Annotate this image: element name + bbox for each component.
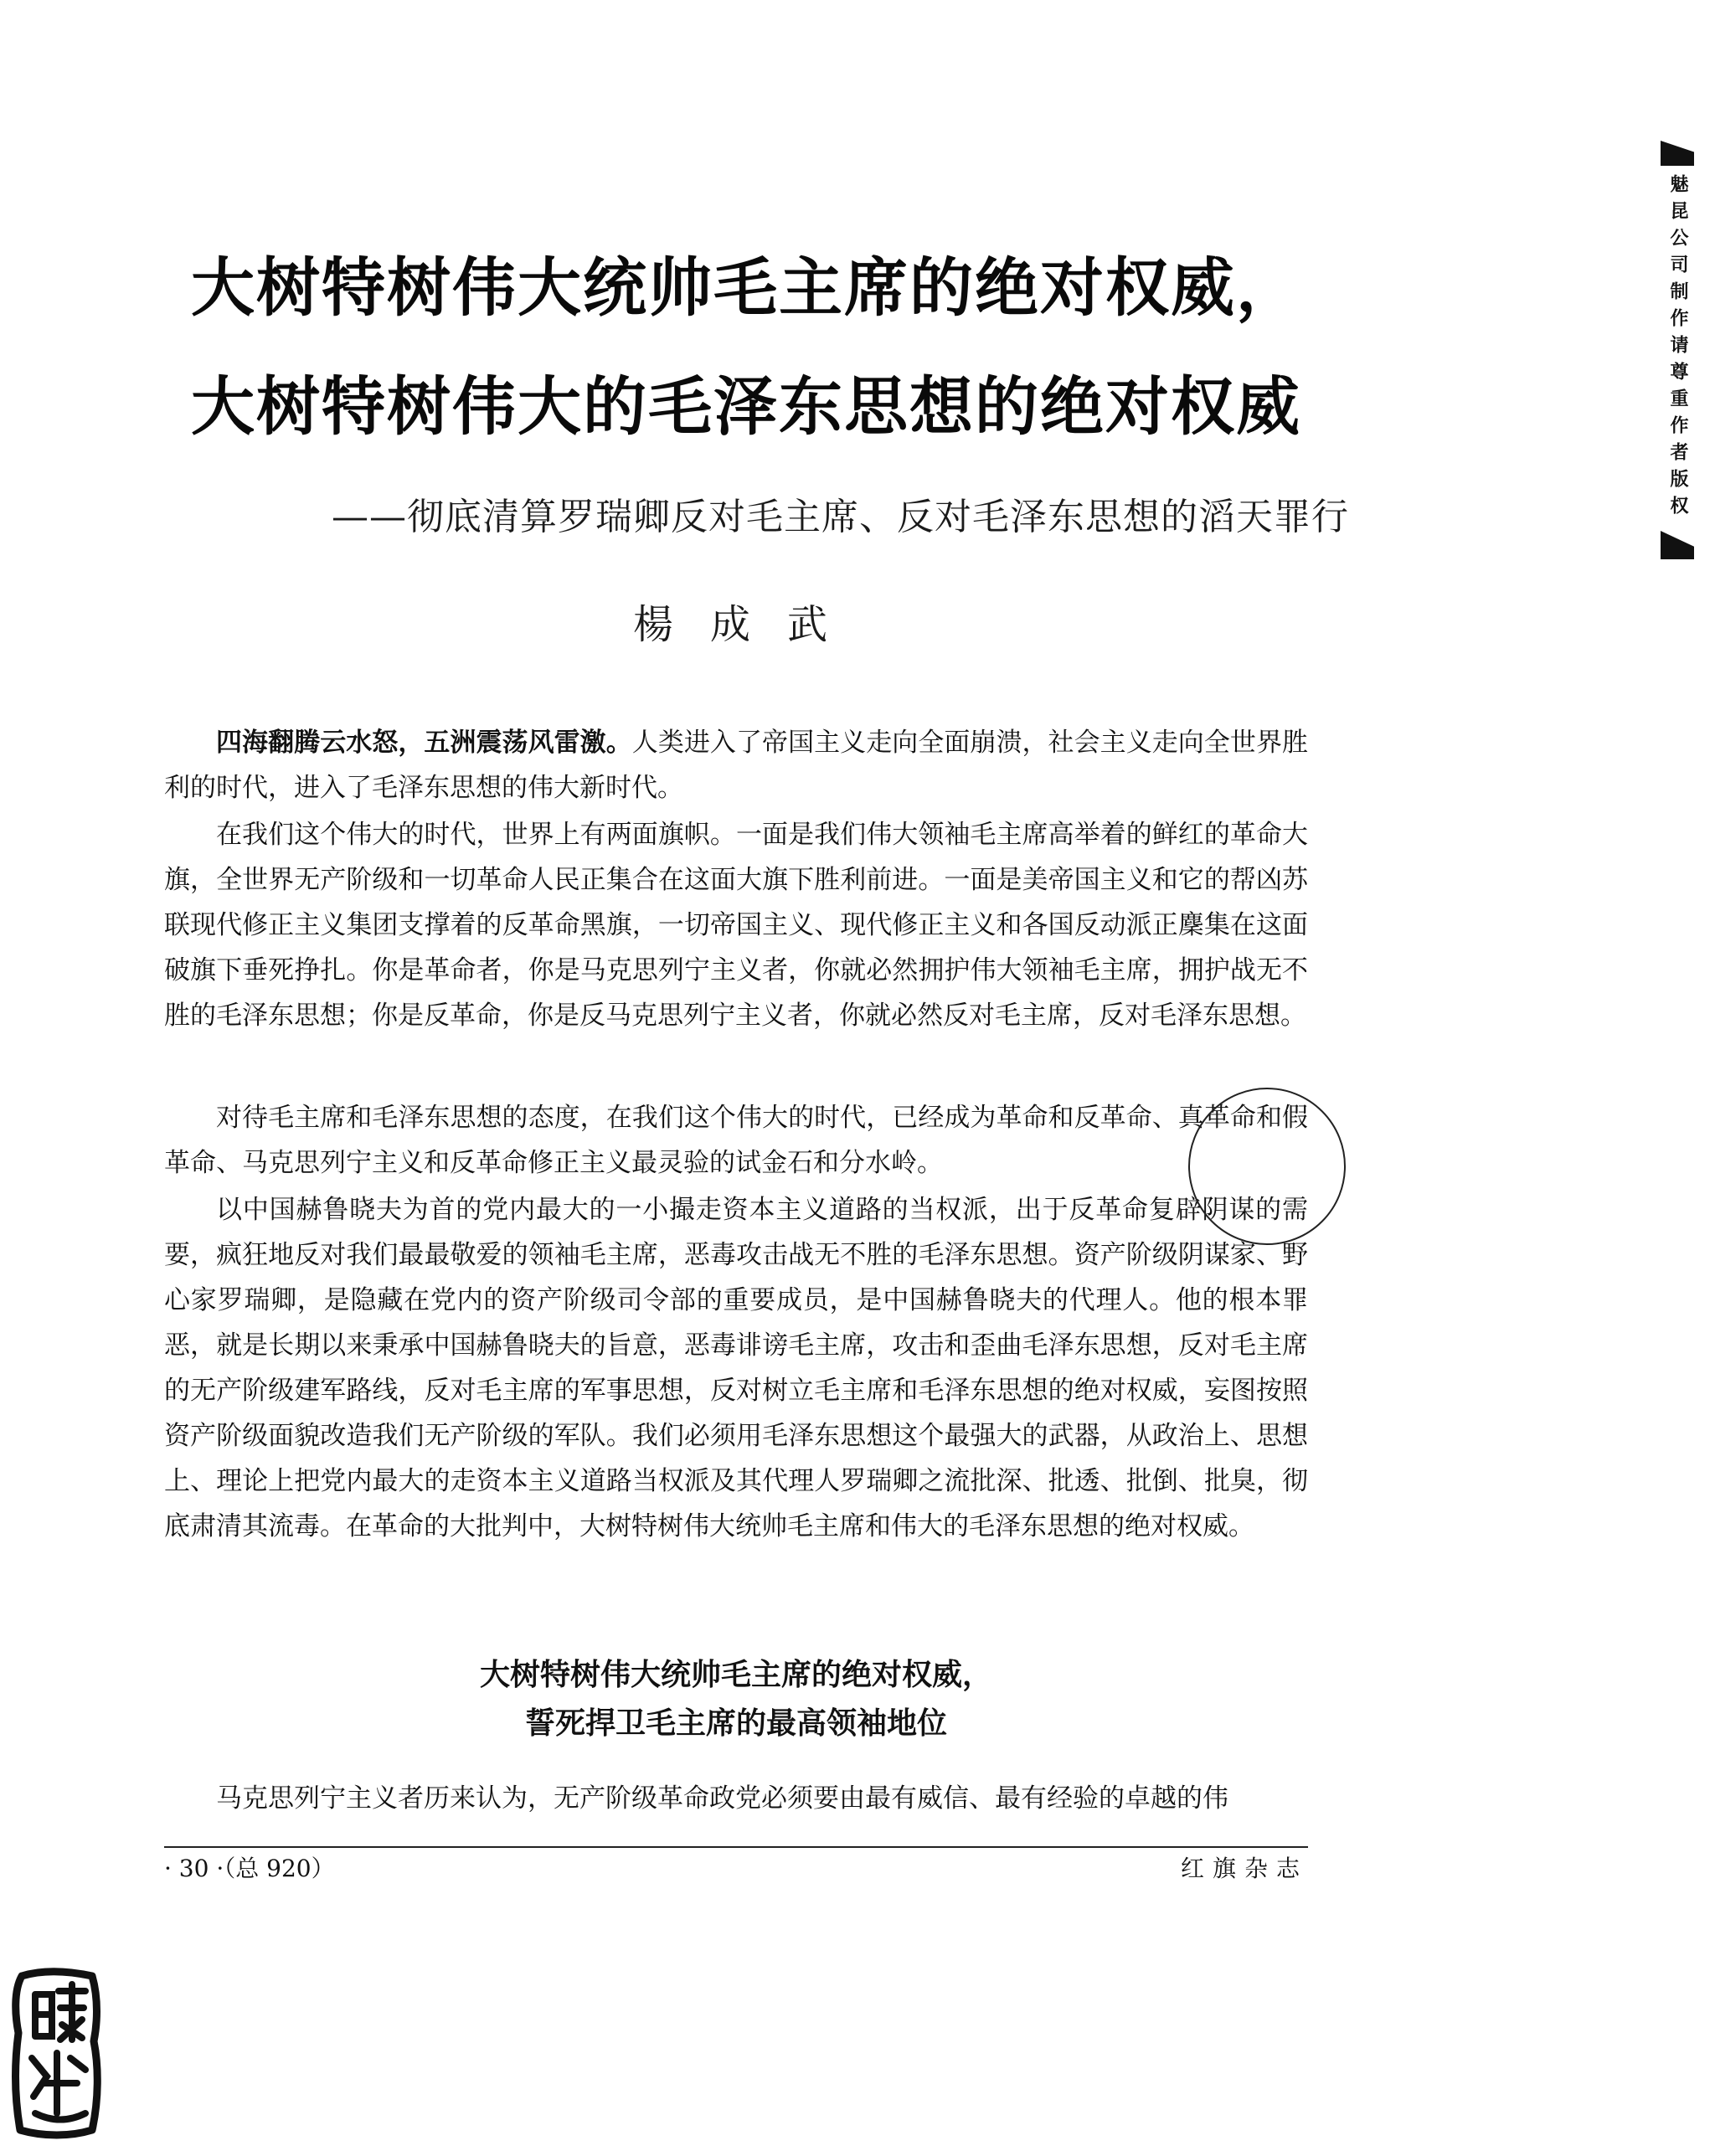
paragraph-text: 人类进入了帝国主义走向全面崩溃，社会主义走向全世界胜利的时代，进入了毛泽东思想的伟大新时代。 (164, 728, 1308, 803)
section-heading (164, 1651, 1308, 1748)
footer-divider (164, 1846, 1308, 1848)
article-subtitle: ——彻底清算罗瑞卿反对毛主席、反对毛泽东思想的滔天罪行 (332, 496, 1349, 538)
body-paragraph (164, 1776, 1308, 1821)
article-author: 楊成武 (633, 601, 865, 648)
paragraph-text: 在我们这个伟大的时代，世界上有两面旗帜。一面是我们伟大领袖毛主席高举着的鲜红的革命大旗，全世界无产阶级和一切革命人民正集合在这面大旗下胜利前进。一面是美帝国主义和它的帮凶苏联现代修正主义集团支撑着的反革命黑旗，一切帝国主义、现代修正主义和各国反动派正麇集在这面破旗下垂死挣扎。你是革命者，你是马克思列宁主义者，你就必然拥护伟大领袖毛主席，拥护战无不胜的毛泽东思想；你是反革命，你是反马克思列宁主义者，你就必然反对毛主席，反对毛泽东思想。 (164, 820, 1308, 1031)
seal-logo (10, 1966, 104, 2140)
copyright-marker-top (1661, 141, 1694, 166)
body-paragraph (164, 1187, 1308, 1549)
body-paragraph (164, 1095, 1308, 1186)
paragraph-text: 以中国赫鲁晓夫为首的党内最大的一小撮走资本主义道路的当权派，出于反革命复辟阴谋的需要，疯狂地反对我们最最敬爱的领袖毛主席，恶毒攻击战无不胜的毛泽东思想。资产阶级阴谋家、野心家罗瑞卿，是隐藏在党内的资产阶级司令部的重要成员，是中国赫鲁晓夫的代理人。他的根本罪恶，就是长期以来秉承中国赫鲁晓夫的旨意，恶毒诽谤毛主席，攻击和歪曲毛泽东思想，反对毛主席的无产阶级建军路线，反对毛主席的军事思想，反对树立毛主席和毛泽东思想的绝对权威，妄图按照资产阶级面貌改造我们无产阶级的军队。我们必须用毛泽东思想这个最强大的武器，从政治上、思想上、理论上把党内最大的走资本主义道路当权派及其代理人罗瑞卿之流批深、批透、批倒、批臭，彻底肃清其流毒。在革命的大批判中，大树特树伟大统帅毛主席和伟大的毛泽东思想的绝对权威。 (164, 1195, 1308, 1541)
section-heading-line-1: 大树特树伟大统帅毛主席的绝对权威， (479, 1658, 992, 1692)
body-paragraph (164, 812, 1308, 1038)
article-title-line-2: 大树特树伟大的毛泽东思想的绝对权威 (191, 369, 1301, 444)
journal-name: 红旗杂志 (1180, 1855, 1308, 1882)
article-title-line-1: 大树特树伟大统帅毛主席的绝对权威， (191, 250, 1301, 325)
paragraph-text: 对待毛主席和毛泽东思想的态度，在我们这个伟大的时代，已经成为革命和反革命、真革命和假革命、马克思列宁主义和反革命修正主义最灵验的试金石和分水岭。 (164, 1103, 1308, 1178)
copyright-marker-bottom (1661, 531, 1694, 559)
paragraph-text: 马克思列宁主义者历来认为，无产阶级革命政党必须要由最有威信、最有经验的卓越的伟 (216, 1783, 1228, 1814)
copyright-text: 魅昆公司制作请尊重作者版权 (1667, 174, 1688, 522)
circle-mark (1186, 1085, 1348, 1248)
copyright-notice (1656, 141, 1698, 559)
section-heading-line-2: 誓死捍卫毛主席的最高领袖地位 (524, 1706, 947, 1741)
body-paragraph (164, 720, 1308, 810)
paragraph-lead-bold: 四海翻腾云水怒，五洲震荡风雷激。 (216, 728, 632, 758)
page-number: · 30 ·（总 920） (164, 1855, 335, 1882)
